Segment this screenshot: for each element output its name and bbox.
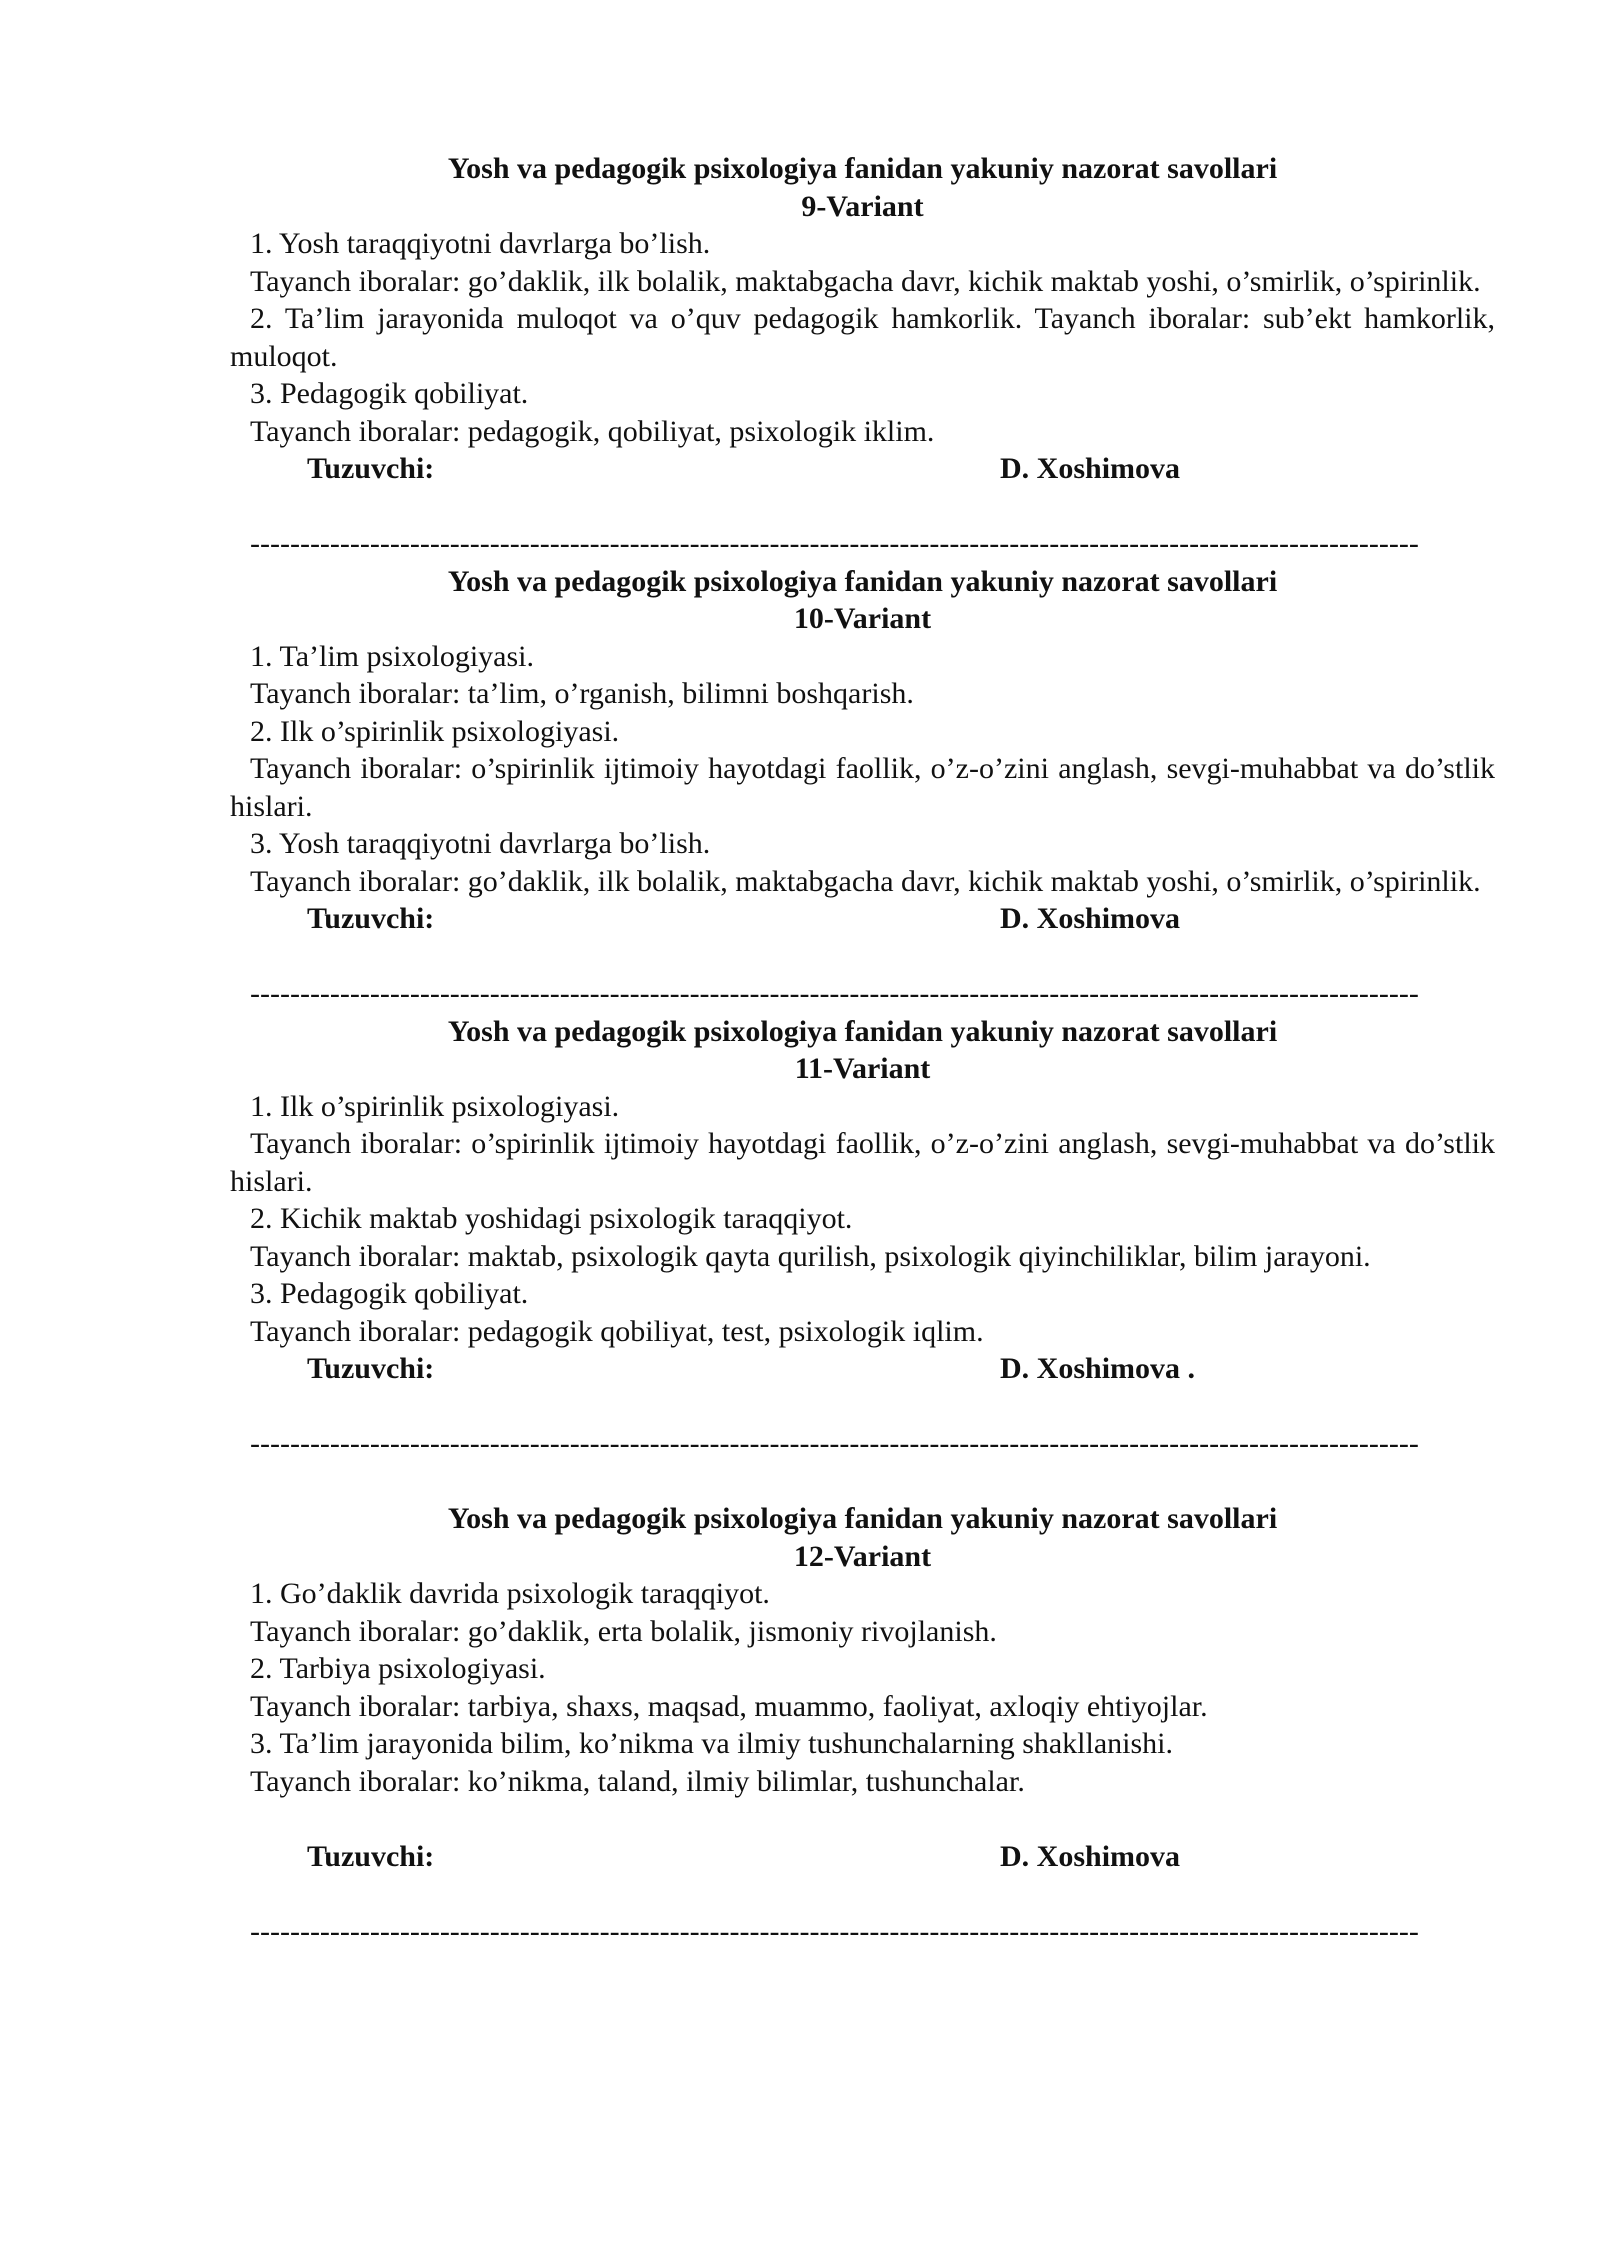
signer-name: D. Xoshimova (1000, 452, 1181, 485)
document-title: Yosh va pedagogik psixologiya fanidan yakuniy nazorat savollari (447, 1502, 1278, 1535)
question-1: 1. Go’daklik davrida psixologik taraqqiyot. (250, 1577, 770, 1610)
question-3: 3. Pedagogik qobiliyat. (250, 377, 529, 410)
signer-label: Tuzuvchi: (307, 452, 435, 485)
keywords-3: Tayanch iboralar: go’daklik, ilk bolalik, maktabgacha davr, kichik maktab yoshi, o’smirlik, o’spirinlik. (250, 864, 1481, 898)
signer-name: D. Xoshimova . (1000, 1352, 1196, 1385)
keywords-2: Tayanch iboralar: o’spirinlik ijtimoiy hayotdagi faollik, o’z-o’zini anglash, sevgi-muhabbat va do’stlik hislari. (230, 752, 1495, 823)
variant-11-section (230, 1013, 1495, 1463)
question-1: 1. Yosh taraqqiyotni davrlarga bo’lish. (250, 227, 711, 260)
keywords-3: Tayanch iboralar: ko’nikma, taland, ilmiy bilimlar, tushunchalar. (250, 1764, 1025, 1798)
variant-label: 9-Variant (801, 189, 924, 223)
keywords-1: Tayanch iboralar: ta’lim, o’rganish, bilimni boshqarish. (250, 677, 914, 710)
keywords-3: Tayanch iboralar: pedagogik qobiliyat, test, psixologik iqlim. (250, 1314, 984, 1348)
document-title: Yosh va pedagogik psixologiya fanidan yakuniy nazorat savollari (447, 152, 1278, 185)
keywords-2: Tayanch iboralar: maktab, psixologik qayta qurilish, psixologik qiyinchiliklar, bilim jarayoni. (250, 1239, 1371, 1273)
keywords-1: Tayanch iboralar: o’spirinlik ijtimoiy hayotdagi faollik, o’z-o’zini anglash, sevgi-muhabbat va do’stlik hislari. (230, 1127, 1495, 1198)
signature-line (230, 1838, 1495, 1876)
signature-line (230, 900, 1495, 938)
signer-label: Tuzuvchi: (307, 1839, 435, 1873)
question-2: 2. Tarbiya psixologiyasi. (250, 1652, 546, 1685)
keywords-3: Tayanch iboralar: pedagogik, qobiliyat, psixologik iklim. (250, 414, 935, 448)
keywords-1: Tayanch iboralar: go’daklik, erta bolalik, jismoniy rivojlanish. (250, 1614, 997, 1648)
keywords-1: Tayanch iboralar: go’daklik, ilk bolalik, maktabgacha davr, kichik maktab yoshi, o’smirlik, o’spirinlik. (250, 264, 1481, 298)
separator-line: --------------------------------------------------------------------------------------------------------------------- (250, 1914, 1419, 1948)
signer-name: D. Xoshimova (1000, 1839, 1181, 1873)
document-title: Yosh va pedagogik psixologiya fanidan yakuniy nazorat savollari (447, 1014, 1278, 1048)
question-3: 3. Pedagogik qobiliyat. (250, 1277, 529, 1310)
separator-line: --------------------------------------------------------------------------------------------------------------------- (250, 977, 1419, 1010)
keywords-2: Tayanch iboralar: tarbiya, shaxs, maqsad, muammo, faoliyat, axloqiy ehtiyojlar. (250, 1689, 1208, 1723)
variant-label: 12-Variant (793, 1539, 932, 1573)
document-page (230, 150, 1495, 1950)
question-2: 2. Ilk o’spirinlik psixologiyasi. (250, 714, 620, 748)
separator-line: --------------------------------------------------------------------------------------------------------------------- (250, 1427, 1419, 1460)
variant-10-section (230, 563, 1495, 1013)
question-2: 2. Ta’lim jarayonida muloqot va o’quv pedagogik hamkorlik. Tayanch iboralar: sub’ekt hamkorlik, muloqot. (230, 302, 1495, 373)
variant-label: 10-Variant (793, 602, 932, 635)
question-3: 3. Yosh taraqqiyotni davrlarga bo’lish. (250, 827, 711, 860)
signer-name: D. Xoshimova (1000, 902, 1181, 935)
question-2: 2. Kichik maktab yoshidagi psixologik taraqqiyot. (250, 1202, 853, 1235)
signature-line (230, 1350, 1495, 1388)
signature-line (230, 450, 1495, 488)
variant-label: 11-Variant (794, 1052, 931, 1085)
variant-12-section (230, 1500, 1495, 1950)
question-1: 1. Ilk o’spirinlik psixologiyasi. (250, 1089, 620, 1123)
signer-label: Tuzuvchi: (307, 1352, 435, 1385)
question-1: 1. Ta’lim psixologiyasi. (250, 639, 535, 673)
document-title: Yosh va pedagogik psixologiya fanidan yakuniy nazorat savollari (447, 564, 1278, 598)
separator-line: --------------------------------------------------------------------------------------------------------------------- (250, 527, 1419, 560)
question-3: 3. Ta’lim jarayonida bilim, ko’nikma va ilmiy tushunchalarning shakllanishi. (250, 1727, 1174, 1760)
signer-label: Tuzuvchi: (307, 902, 435, 935)
variant-9-section (230, 150, 1495, 563)
